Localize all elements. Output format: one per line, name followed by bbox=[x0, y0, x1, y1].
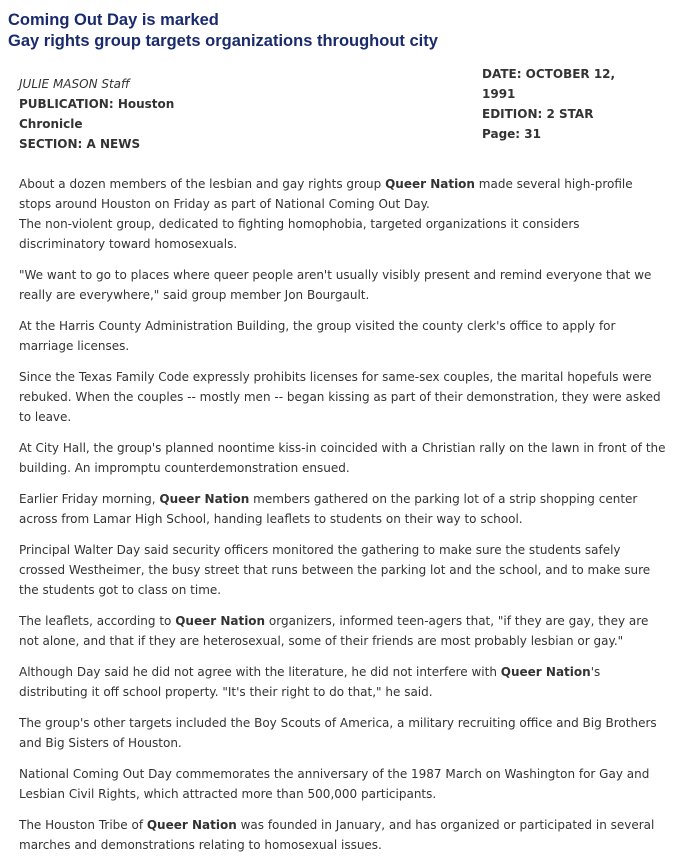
paragraph: National Coming Out Day commemorates the anniversary of the 1987 March on Washington for Gay and Lesbian Civil Rights, which attracted more than 500,000 participants. bbox=[19, 767, 650, 801]
headline-subtitle: Gay rights group targets organizations throughout city bbox=[8, 32, 438, 50]
text: The Houston Tribe of bbox=[19, 818, 147, 832]
highlight-term: Queer Nation bbox=[500, 665, 591, 679]
paragraph: At City Hall, the group's planned noontime kiss-in coincided with a Christian rally on the lawn in front of the building. An impromptu counterdemonstration ensued. bbox=[19, 441, 666, 475]
text: The non-violent group, dedicated to fighting homophobia, targeted organizations it considers discriminatory toward homosexuals. bbox=[19, 217, 580, 251]
article-meta-right bbox=[482, 64, 642, 144]
paragraph: Since the Texas Family Code expressly prohibits licenses for same-sex couples, the marital hopefuls were rebuked. When the couples -- mostly men -- began kissing as part of their demonstration, they were asked to leave. bbox=[19, 370, 661, 424]
paragraph bbox=[19, 489, 667, 529]
paragraph bbox=[19, 662, 667, 702]
paragraph: At the Harris County Administration Building, the group visited the county clerk's office to apply for marriage licenses. bbox=[19, 319, 616, 353]
paragraph bbox=[19, 174, 667, 254]
text: organizers, informed teen-agers that, "if they are gay, they are not alone, and that if they are heterosexual, some of their friends are most probably lesbian or gay." bbox=[19, 614, 649, 648]
headline bbox=[8, 10, 668, 52]
paragraph bbox=[19, 611, 667, 651]
byline: JULIE MASON Staff bbox=[19, 77, 130, 91]
date: DATE: OCTOBER 12, 1991 bbox=[482, 67, 616, 101]
highlight-term: Queer Nation bbox=[175, 614, 266, 628]
text: members gathered on the parking lot of a strip shopping center across from Lamar High School, handing leaflets to students on their way to school. bbox=[19, 492, 638, 526]
headline-title: Coming Out Day is marked bbox=[8, 11, 219, 29]
publication: PUBLICATION: Houston Chronicle bbox=[19, 97, 175, 131]
highlight-term: Queer Nation bbox=[146, 818, 237, 832]
text: The leaflets, according to bbox=[19, 614, 176, 628]
paragraph: Principal Walter Day said security officers monitored the gathering to make sure the students safely crossed Westheimer, the busy street that runs between the parking lot and the school, and to make sure the students got to class on time. bbox=[19, 543, 651, 597]
paragraph bbox=[19, 815, 667, 855]
edition: EDITION: 2 STAR bbox=[482, 107, 594, 121]
text: Although Day said he did not agree with the literature, he did not interfere with bbox=[19, 665, 501, 679]
section: SECTION: A NEWS bbox=[19, 137, 141, 151]
paragraph: "We want to go to places where queer people aren't usually visibly present and remind everyone that we really are everywhere," said group member Jon Bourgault. bbox=[19, 268, 652, 302]
text: Earlier Friday morning, bbox=[19, 492, 160, 506]
paragraph: The group's other targets included the Boy Scouts of America, a military recruiting office and Big Brothers and Big Sisters of Houston. bbox=[19, 716, 657, 750]
highlight-term: Queer Nation bbox=[159, 492, 250, 506]
text: About a dozen members of the lesbian and gay rights group bbox=[19, 177, 386, 191]
text: made several high-profile stops around Houston on Friday as part of National Coming Out Day. bbox=[19, 177, 633, 211]
text: 's distributing it off school property. "It's their right to do that," he said. bbox=[19, 665, 601, 699]
article-body bbox=[19, 174, 667, 866]
page-number: Page: 31 bbox=[482, 127, 541, 141]
article-meta-left bbox=[19, 74, 189, 154]
highlight-term: Queer Nation bbox=[385, 177, 475, 191]
text: was founded in January, and has organized or participated in several marches and demonstrations relating to homosexual issues. bbox=[19, 818, 655, 852]
